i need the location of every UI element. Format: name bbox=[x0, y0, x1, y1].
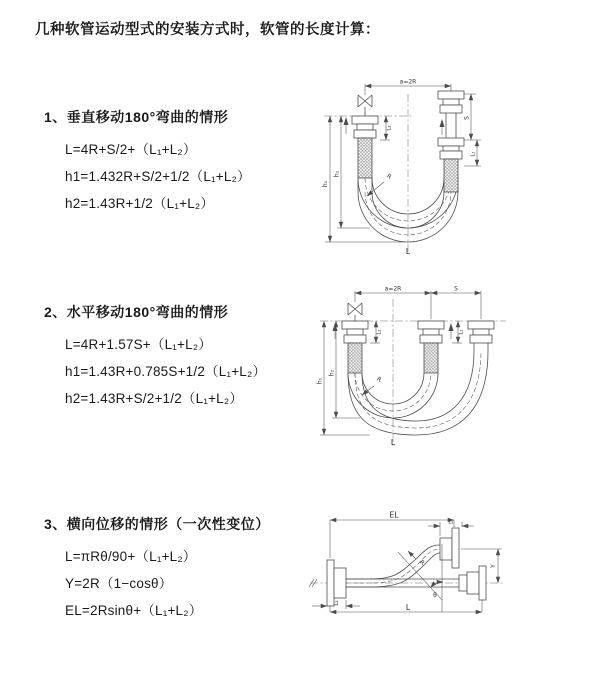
braided-hose-section bbox=[444, 159, 458, 192]
right-flange-connector-lower bbox=[438, 138, 464, 192]
section-1-heading: 1、垂直移动180°弯曲的情形 bbox=[44, 109, 229, 125]
formula-Y: Y=2R（1−cosθ） bbox=[65, 576, 173, 591]
dim-label-l2: L₂ bbox=[334, 600, 340, 606]
formula-L: L=4R+S/2+（L₁+L₂） bbox=[65, 142, 197, 157]
formula-L: L=4R+1.57S+（L₁+L₂） bbox=[65, 337, 212, 352]
movement-arrow-right bbox=[440, 119, 445, 135]
radius-callout bbox=[362, 376, 383, 395]
movement-arrow-left bbox=[333, 323, 338, 339]
braided-hose-section bbox=[424, 343, 438, 373]
technical-drawing-3 bbox=[302, 506, 564, 634]
dimension-l2 bbox=[380, 116, 393, 140]
technical-drawing-2 bbox=[310, 281, 515, 456]
dim-label-theta: θ bbox=[433, 592, 437, 599]
formula-EL: EL=2Rsinθ+（L₁+L₂） bbox=[65, 603, 203, 618]
dim-label-h1: h₁ bbox=[322, 180, 329, 188]
dim-label-h1: h₁ bbox=[316, 377, 324, 385]
dim-label-r: R bbox=[418, 558, 426, 567]
dim-label-l-total: L bbox=[390, 438, 396, 447]
braided-hose-section bbox=[348, 343, 362, 373]
valve-icon bbox=[358, 95, 372, 116]
dim-label-l: L bbox=[405, 603, 411, 612]
dim-label-a2r: a=2R bbox=[399, 78, 417, 86]
dimension-el bbox=[330, 511, 454, 559]
section-vertical-movement bbox=[44, 107, 251, 217]
dimension-s bbox=[431, 286, 481, 294]
diagram-lateral-displacement bbox=[302, 506, 564, 634]
dimension-l1 bbox=[464, 140, 481, 166]
dim-label-y: Y bbox=[490, 564, 497, 568]
formula-h2: h2=1.43R+1/2（L₁+L₂） bbox=[65, 196, 215, 211]
formula-h1: h1=1.43R+0.785S+1/2（L₁+L₂） bbox=[65, 364, 267, 379]
technical-drawing-1 bbox=[308, 74, 508, 258]
diagram-horizontal-180-bend bbox=[310, 281, 515, 456]
dim-label-a2r: a=2R bbox=[384, 285, 402, 293]
dimension-l2 bbox=[312, 600, 360, 609]
dim-label-l1: L₁ bbox=[448, 519, 454, 526]
dim-label-l2: L₂ bbox=[386, 125, 393, 131]
left-flange-connector bbox=[352, 116, 378, 178]
braided-hose-section bbox=[358, 138, 372, 178]
section-lateral-displacement bbox=[44, 514, 270, 624]
dim-label-l1: L₁ bbox=[458, 329, 465, 335]
dimension-l1 bbox=[452, 321, 465, 343]
right-flange-connector-original bbox=[459, 566, 486, 600]
formula-h2: h2=1.43R+S/2+1/2（L₁+L₂） bbox=[65, 391, 244, 406]
middle-flange-connector bbox=[418, 321, 444, 373]
dimension-l1 bbox=[428, 520, 474, 537]
dimension-a-2r bbox=[355, 286, 481, 320]
hose-displaced-s-curve bbox=[346, 545, 440, 587]
left-flange-connector bbox=[327, 560, 346, 606]
diagram-vertical-180-bend bbox=[308, 74, 508, 258]
formula-h1: h1=1.432R+S/2+1/2（L₁+L₂） bbox=[65, 169, 251, 184]
dim-label-h2: h₂ bbox=[328, 369, 336, 377]
radius-callout bbox=[408, 551, 426, 567]
section-2-heading: 2、水平移动180°弯曲的情形 bbox=[44, 304, 229, 320]
section-3-heading: 3、横向位移的情形（一次性变位） bbox=[44, 516, 270, 532]
dim-label-h2: h₂ bbox=[333, 170, 341, 178]
dim-label-l-total: L bbox=[405, 247, 411, 256]
dim-label-l1: L₁ bbox=[470, 151, 477, 157]
hose-u-bend-positions bbox=[348, 351, 488, 435]
dim-label-r: R bbox=[385, 172, 393, 181]
formula-L: L=πRθ/90+（L₁+L₂） bbox=[65, 549, 197, 564]
dim-label-s: S bbox=[463, 116, 471, 120]
dim-label-s: S bbox=[454, 285, 458, 293]
valve-icon bbox=[348, 303, 362, 321]
dim-label-r: R bbox=[375, 375, 383, 384]
dimension-s bbox=[464, 94, 482, 140]
section-horizontal-movement bbox=[44, 302, 266, 412]
movement-arrow-left bbox=[344, 117, 349, 134]
page-title: 几种软管运动型式的安装方式时，软管的长度计算： bbox=[35, 22, 380, 38]
dim-label-el: EL bbox=[389, 510, 399, 520]
right-flange-connector-displaced bbox=[468, 321, 494, 351]
dim-label-l2: L₂ bbox=[376, 329, 383, 335]
upper-flange-connector-displaced bbox=[440, 528, 459, 568]
movement-arrow-middle bbox=[449, 323, 454, 339]
dimension-l2 bbox=[370, 321, 383, 343]
left-flange-connector bbox=[342, 321, 368, 373]
